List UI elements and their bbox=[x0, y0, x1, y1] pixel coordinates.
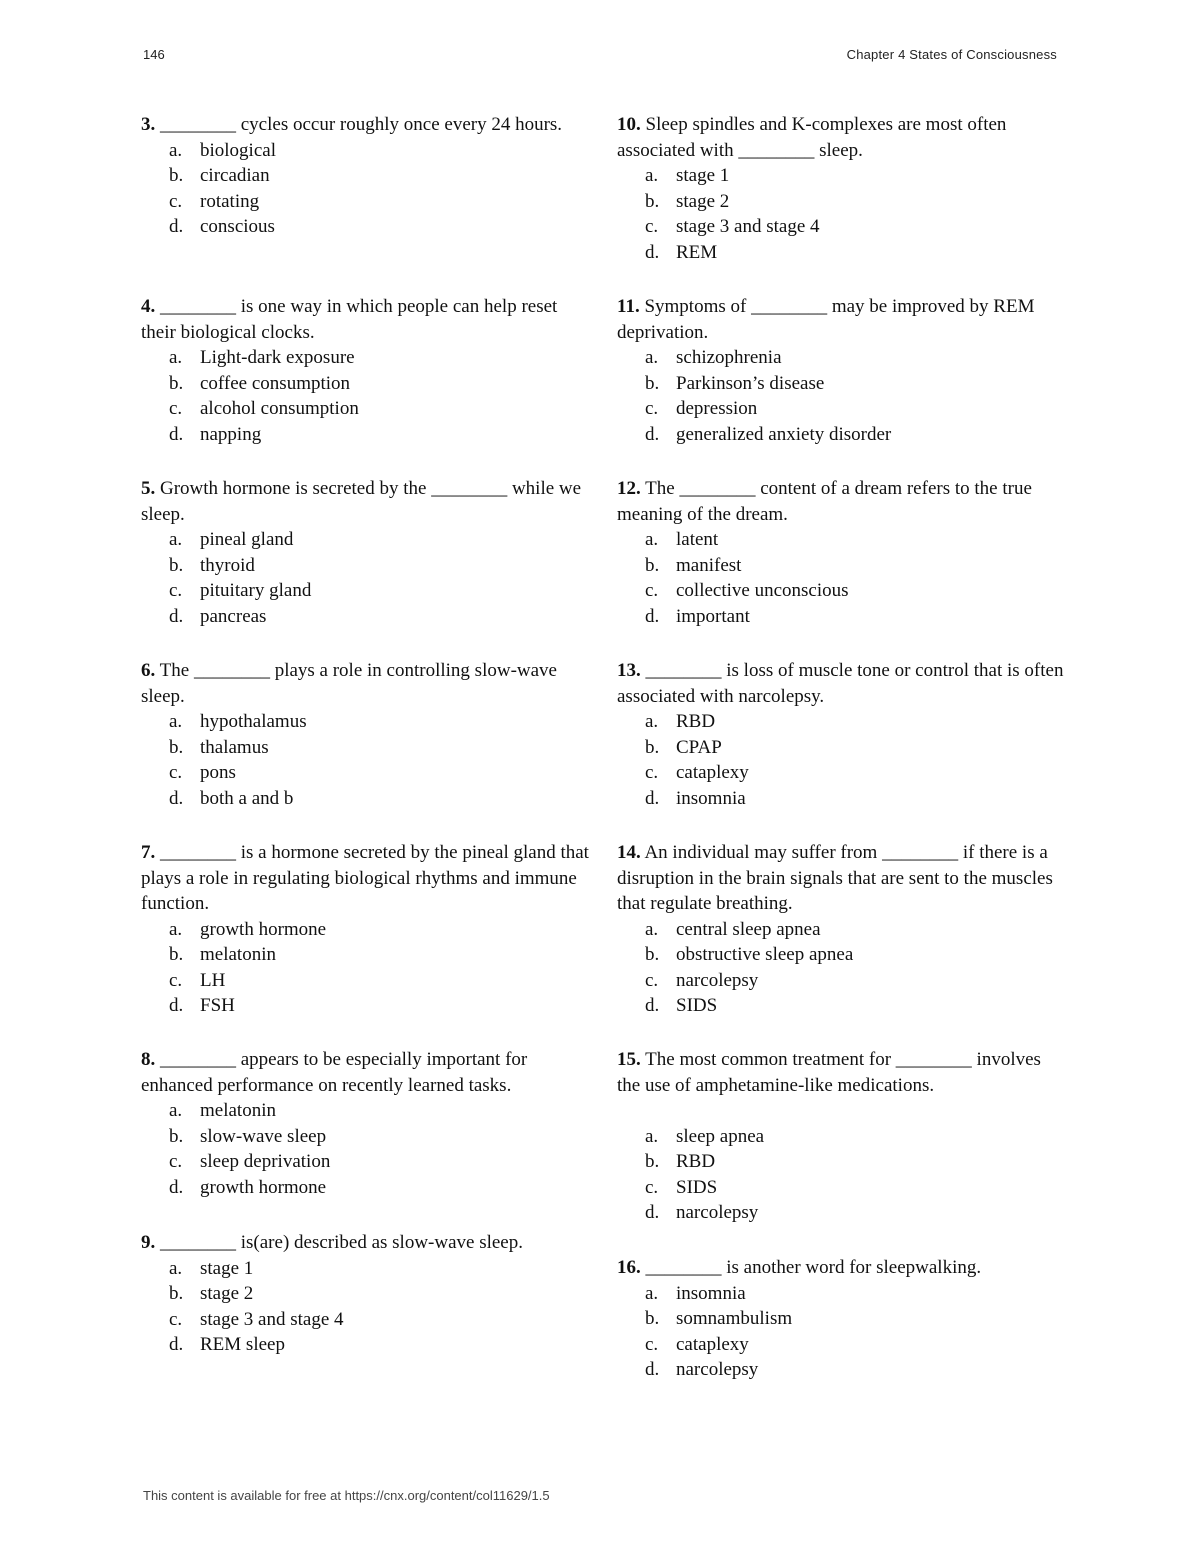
option-text: alcohol consumption bbox=[200, 398, 359, 419]
option-text: hypothalamus bbox=[200, 711, 307, 732]
options-list bbox=[617, 163, 1067, 265]
option-text: obstructive sleep apnea bbox=[676, 944, 854, 965]
question-text: The most common treatment for ________ involves the use of amphetamine-like medications. bbox=[617, 1049, 1041, 1096]
footer-note: This content is available for free at https://cnx.org/content/col11629/1.5 bbox=[143, 1488, 550, 1503]
option-d bbox=[141, 1332, 591, 1358]
option-a bbox=[617, 1124, 1067, 1150]
question-stem bbox=[141, 476, 591, 527]
option-letter: a. bbox=[645, 529, 659, 550]
option-b bbox=[141, 163, 591, 189]
option-letter: d. bbox=[645, 423, 660, 445]
option-b bbox=[141, 371, 591, 397]
option-letter: a. bbox=[645, 1125, 659, 1147]
option-c bbox=[141, 1307, 591, 1333]
option-c bbox=[141, 760, 591, 786]
option-d bbox=[141, 422, 591, 448]
option-text: important bbox=[676, 605, 750, 627]
option-text: thyroid bbox=[200, 554, 255, 576]
option-a bbox=[141, 917, 591, 943]
option-letter: d. bbox=[645, 787, 660, 809]
option-letter: c. bbox=[169, 969, 183, 991]
page-number: 146 bbox=[143, 47, 165, 62]
options-list bbox=[617, 527, 1067, 629]
option-c bbox=[617, 1175, 1067, 1201]
question-number: 9. bbox=[141, 1232, 156, 1253]
option-b bbox=[617, 189, 1067, 215]
option-text: stage 1 bbox=[200, 1257, 254, 1279]
option-text: CPAP bbox=[676, 736, 722, 758]
option-text: melatonin bbox=[200, 1100, 276, 1121]
left-column bbox=[141, 112, 591, 1358]
option-letter: b. bbox=[645, 736, 660, 758]
question-stem bbox=[617, 1047, 1067, 1098]
option-c bbox=[141, 578, 591, 604]
question-stem bbox=[141, 112, 591, 138]
option-text: slow-wave sleep bbox=[200, 1125, 327, 1147]
option-text: stage 2 bbox=[200, 1283, 254, 1304]
question-stem bbox=[617, 1255, 1067, 1281]
option-letter: c. bbox=[169, 190, 183, 212]
options-list bbox=[141, 709, 591, 811]
option-d bbox=[617, 993, 1067, 1019]
option-b bbox=[141, 942, 591, 968]
option-letter: b. bbox=[645, 1151, 660, 1172]
options-list bbox=[617, 709, 1067, 811]
option-c bbox=[617, 1332, 1067, 1358]
question-number: 15. bbox=[617, 1049, 641, 1070]
option-text: stage 2 bbox=[676, 190, 730, 212]
option-letter: b. bbox=[169, 165, 184, 186]
option-letter: d. bbox=[169, 605, 184, 627]
option-letter: d. bbox=[169, 995, 184, 1016]
option-letter: d. bbox=[169, 1176, 184, 1198]
option-text: central sleep apnea bbox=[676, 918, 821, 940]
option-letter: d. bbox=[645, 995, 660, 1016]
question-5 bbox=[141, 476, 591, 658]
option-d bbox=[617, 604, 1067, 630]
option-b bbox=[617, 942, 1067, 968]
question-stem bbox=[617, 840, 1067, 917]
option-a bbox=[617, 917, 1067, 943]
question-3 bbox=[141, 112, 591, 294]
option-text: pineal gland bbox=[200, 529, 294, 550]
option-letter: c. bbox=[645, 398, 659, 419]
question-stem bbox=[617, 294, 1067, 345]
question-number: 3. bbox=[141, 114, 156, 135]
question-stem bbox=[141, 658, 591, 709]
option-letter: b. bbox=[169, 1283, 184, 1304]
option-letter: c. bbox=[645, 1176, 659, 1198]
option-letter: a. bbox=[645, 711, 659, 732]
option-d bbox=[141, 993, 591, 1019]
option-d bbox=[141, 786, 591, 812]
option-letter: a. bbox=[169, 1257, 183, 1279]
option-letter: a. bbox=[645, 165, 659, 186]
option-letter: d. bbox=[169, 1334, 184, 1355]
option-text: growth hormone bbox=[200, 1176, 327, 1198]
question-number: 13. bbox=[617, 660, 641, 681]
question-15 bbox=[617, 1047, 1067, 1255]
option-letter: b. bbox=[169, 1125, 184, 1147]
option-text: Parkinson’s disease bbox=[676, 372, 825, 394]
option-text: insomnia bbox=[676, 787, 746, 809]
question-stem bbox=[617, 658, 1067, 709]
option-text: insomnia bbox=[676, 1282, 746, 1304]
option-text: cataplexy bbox=[676, 1333, 749, 1355]
options-list bbox=[617, 1281, 1067, 1383]
option-c bbox=[617, 578, 1067, 604]
option-text: growth hormone bbox=[200, 918, 327, 940]
option-letter: c. bbox=[169, 1151, 183, 1172]
option-letter: a. bbox=[645, 1282, 659, 1304]
option-text: RBD bbox=[676, 711, 716, 732]
option-a bbox=[617, 709, 1067, 735]
option-text: napping bbox=[200, 423, 262, 445]
question-text: The ________ content of a dream refers to the true meaning of the dream. bbox=[617, 478, 1032, 525]
option-letter: a. bbox=[169, 139, 183, 161]
question-number: 12. bbox=[617, 478, 641, 499]
option-c bbox=[617, 760, 1067, 786]
options-list bbox=[141, 917, 591, 1019]
option-letter: a. bbox=[645, 347, 659, 368]
question-number: 5. bbox=[141, 478, 156, 499]
option-letter: b. bbox=[645, 372, 660, 394]
option-text: thalamus bbox=[200, 736, 269, 758]
question-14 bbox=[617, 840, 1067, 1047]
question-text: The ________ plays a role in controlling slow-wave sleep. bbox=[141, 660, 557, 707]
option-text: melatonin bbox=[200, 944, 276, 965]
options-list bbox=[141, 138, 591, 240]
question-text: ________ is another word for sleepwalking. bbox=[640, 1257, 982, 1278]
option-d bbox=[141, 1175, 591, 1201]
option-a bbox=[141, 527, 591, 553]
question-6 bbox=[141, 658, 591, 840]
option-d bbox=[617, 1357, 1067, 1383]
option-text: conscious bbox=[200, 216, 275, 237]
option-letter: b. bbox=[645, 944, 660, 965]
options-list bbox=[617, 1124, 1067, 1226]
question-text: ________ is(are) described as slow-wave sleep. bbox=[155, 1232, 523, 1253]
question-stem bbox=[141, 294, 591, 345]
option-d bbox=[617, 1200, 1067, 1226]
question-text: Symptoms of ________ may be improved by REM deprivation. bbox=[617, 296, 1035, 343]
question-stem bbox=[141, 1230, 591, 1256]
question-text: Sleep spindles and K-complexes are most often associated with ________ sleep. bbox=[617, 114, 1007, 161]
option-a bbox=[617, 163, 1067, 189]
option-c bbox=[617, 214, 1067, 240]
option-c bbox=[141, 968, 591, 994]
option-text: SIDS bbox=[676, 995, 718, 1016]
options-list bbox=[141, 527, 591, 629]
question-8 bbox=[141, 1047, 591, 1230]
option-a bbox=[141, 709, 591, 735]
option-letter: c. bbox=[169, 398, 183, 419]
options-list bbox=[141, 1098, 591, 1200]
option-text: coffee consumption bbox=[200, 372, 351, 394]
option-letter: b. bbox=[169, 554, 184, 576]
option-text: cataplexy bbox=[676, 762, 749, 783]
option-letter: a. bbox=[169, 1100, 183, 1121]
option-a bbox=[141, 345, 591, 371]
option-letter: a. bbox=[169, 918, 183, 940]
option-letter: a. bbox=[169, 347, 183, 368]
question-stem bbox=[617, 476, 1067, 527]
option-text: LH bbox=[200, 969, 226, 991]
option-letter: a. bbox=[169, 711, 183, 732]
option-text: sleep apnea bbox=[676, 1125, 765, 1147]
option-text: narcolepsy bbox=[676, 1202, 759, 1223]
option-letter: c. bbox=[169, 1308, 183, 1330]
question-text: An individual may suffer from ________ if there is a disruption in the brain signals that are sent to the muscles that regulate breathing. bbox=[617, 842, 1053, 914]
option-text: stage 1 bbox=[676, 165, 730, 186]
option-letter: c. bbox=[169, 580, 183, 601]
option-text: narcolepsy bbox=[676, 1359, 759, 1380]
question-stem bbox=[141, 840, 591, 917]
option-d bbox=[617, 786, 1067, 812]
option-b bbox=[617, 735, 1067, 761]
option-text: depression bbox=[676, 398, 758, 419]
option-c bbox=[141, 189, 591, 215]
option-b bbox=[617, 553, 1067, 579]
option-letter: c. bbox=[645, 762, 659, 783]
option-a bbox=[141, 1098, 591, 1124]
option-letter: b. bbox=[169, 372, 184, 394]
option-text: FSH bbox=[200, 995, 235, 1016]
option-letter: b. bbox=[645, 1308, 660, 1329]
option-letter: d. bbox=[169, 216, 184, 237]
option-text: both a and b bbox=[200, 787, 294, 809]
option-letter: c. bbox=[645, 580, 659, 601]
option-b bbox=[617, 1149, 1067, 1175]
option-letter: c. bbox=[169, 762, 183, 783]
option-text: generalized anxiety disorder bbox=[676, 423, 892, 445]
option-text: REM bbox=[676, 241, 718, 263]
question-text: ________ cycles occur roughly once every 24 hours. bbox=[155, 114, 563, 135]
options-list bbox=[617, 917, 1067, 1019]
option-letter: b. bbox=[645, 554, 660, 576]
option-b bbox=[141, 1124, 591, 1150]
question-number: 14. bbox=[617, 842, 641, 863]
question-7 bbox=[141, 840, 591, 1047]
options-list bbox=[617, 345, 1067, 447]
option-a bbox=[617, 527, 1067, 553]
option-text: pituitary gland bbox=[200, 580, 312, 601]
question-text: ________ is one way in which people can help reset their biological clocks. bbox=[141, 296, 558, 343]
option-c bbox=[141, 1149, 591, 1175]
option-text: SIDS bbox=[676, 1176, 718, 1198]
option-letter: d. bbox=[169, 423, 184, 445]
option-text: stage 3 and stage 4 bbox=[200, 1308, 344, 1330]
question-stem bbox=[141, 1047, 591, 1098]
option-letter: b. bbox=[645, 190, 660, 212]
option-letter: c. bbox=[645, 1333, 659, 1355]
option-text: REM sleep bbox=[200, 1334, 285, 1355]
option-letter: d. bbox=[645, 605, 660, 627]
option-text: narcolepsy bbox=[676, 969, 759, 991]
option-b bbox=[141, 735, 591, 761]
option-text: rotating bbox=[200, 190, 260, 212]
question-number: 7. bbox=[141, 842, 156, 863]
option-b bbox=[141, 1281, 591, 1307]
option-letter: d. bbox=[645, 1202, 660, 1223]
option-text: manifest bbox=[676, 554, 742, 576]
option-d bbox=[141, 604, 591, 630]
question-text: ________ is a hormone secreted by the pineal gland that plays a role in regulating biological rhythms and immune function. bbox=[141, 842, 589, 914]
option-b bbox=[141, 553, 591, 579]
question-number: 16. bbox=[617, 1257, 641, 1278]
option-letter: a. bbox=[169, 529, 183, 550]
option-letter: c. bbox=[645, 216, 659, 237]
option-letter: d. bbox=[645, 1359, 660, 1380]
question-9 bbox=[141, 1230, 591, 1358]
chapter-title: Chapter 4 States of Consciousness bbox=[846, 47, 1057, 62]
option-d bbox=[617, 240, 1067, 266]
option-text: stage 3 and stage 4 bbox=[676, 216, 820, 237]
option-text: sleep deprivation bbox=[200, 1151, 331, 1172]
question-text: ________ is loss of muscle tone or control that is often associated with narcolepsy. bbox=[617, 660, 1064, 707]
options-list bbox=[141, 345, 591, 447]
option-c bbox=[617, 968, 1067, 994]
option-text: circadian bbox=[200, 165, 270, 186]
blank-line bbox=[617, 1098, 1067, 1124]
option-letter: c. bbox=[645, 969, 659, 991]
option-text: Light-dark exposure bbox=[200, 347, 355, 368]
question-number: 6. bbox=[141, 660, 156, 681]
question-number: 11. bbox=[617, 296, 640, 317]
option-text: biological bbox=[200, 139, 276, 161]
option-d bbox=[141, 214, 591, 240]
option-text: pons bbox=[200, 762, 236, 783]
question-4 bbox=[141, 294, 591, 476]
question-16 bbox=[617, 1255, 1067, 1383]
option-a bbox=[617, 345, 1067, 371]
option-c bbox=[617, 396, 1067, 422]
question-stem bbox=[617, 112, 1067, 163]
option-a bbox=[617, 1281, 1067, 1307]
option-a bbox=[141, 1256, 591, 1282]
option-text: latent bbox=[676, 529, 719, 550]
question-number: 10. bbox=[617, 114, 641, 135]
option-letter: d. bbox=[645, 241, 660, 263]
question-13 bbox=[617, 658, 1067, 840]
question-text: Growth hormone is secreted by the ________ while we sleep. bbox=[141, 478, 582, 525]
option-b bbox=[617, 1306, 1067, 1332]
option-letter: b. bbox=[169, 736, 184, 758]
option-c bbox=[141, 396, 591, 422]
options-list bbox=[141, 1256, 591, 1358]
option-letter: d. bbox=[169, 787, 184, 809]
option-text: somnambulism bbox=[676, 1308, 793, 1329]
option-letter: b. bbox=[169, 944, 184, 965]
right-column bbox=[617, 112, 1067, 1383]
option-d bbox=[617, 422, 1067, 448]
option-text: RBD bbox=[676, 1151, 716, 1172]
question-11 bbox=[617, 294, 1067, 476]
question-number: 4. bbox=[141, 296, 156, 317]
option-text: schizophrenia bbox=[676, 347, 782, 368]
question-text: ________ appears to be especially important for enhanced performance on recently learned tasks. bbox=[141, 1049, 528, 1096]
question-10 bbox=[617, 112, 1067, 294]
option-a bbox=[141, 138, 591, 164]
question-12 bbox=[617, 476, 1067, 658]
option-letter: a. bbox=[645, 918, 659, 940]
question-number: 8. bbox=[141, 1049, 156, 1070]
option-text: collective unconscious bbox=[676, 580, 849, 601]
option-b bbox=[617, 371, 1067, 397]
option-text: pancreas bbox=[200, 605, 267, 627]
